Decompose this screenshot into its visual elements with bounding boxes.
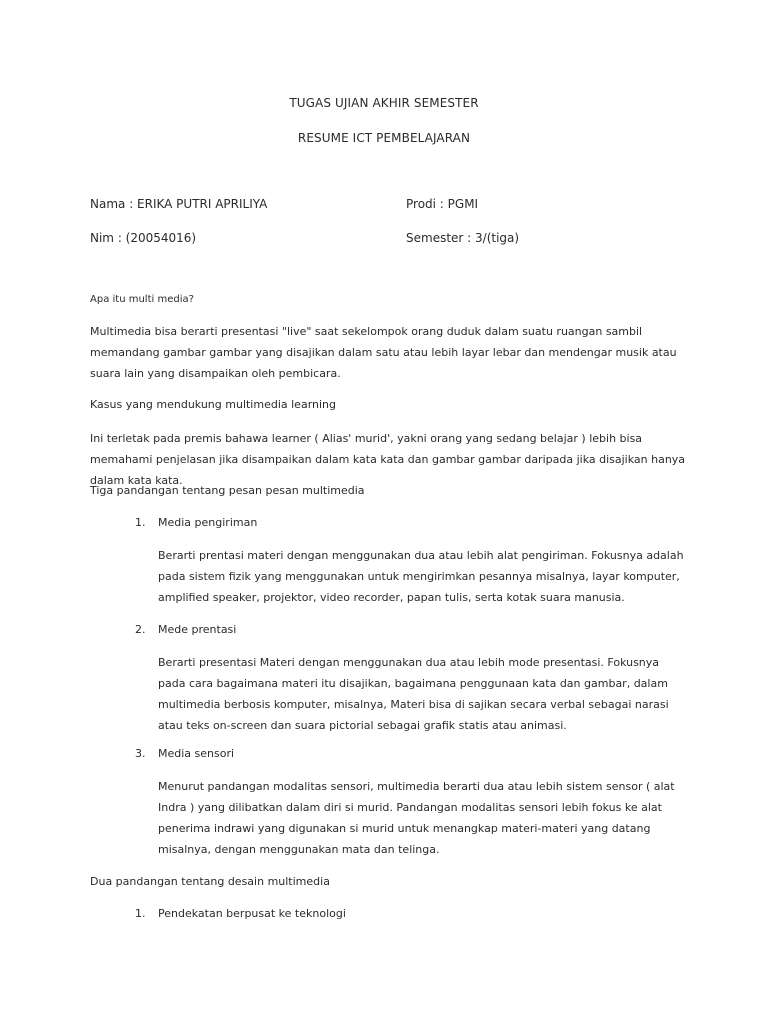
semester-field: Semester : 3/(tiga) (406, 231, 520, 245)
list-item-label: Pendekatan berpusat ke teknologi (158, 907, 346, 920)
list-item-text: Berarti prentasi materi dengan menggunakan dua atau lebih alat pengiriman. Fokusnya adalah pada sistem fizik yang menggunakan untuk mengirimkan pesannya misalnya, layar komputer, amplified speaker, projektor, video recorder, papan tulis, serta kotak suara manusia. (158, 549, 684, 604)
list-item-label: Media pengiriman (158, 516, 258, 529)
section-text-apa: Multimedia bisa berarti presentasi "live" saat sekelompok orang duduk dalam suatu ruangan sambil memandang gambar gambar yang disajikan dalam satu atau lebih layar lebar dan mendengar musik atau suara lain yang disampaikan oleh pembicara. (90, 325, 677, 380)
list-item-label: Mede prentasi (158, 623, 237, 636)
document-title: TUGAS UJIAN AKHIR SEMESTER (289, 96, 479, 110)
list-item-number: 1. (135, 907, 146, 920)
list-item-label: Media sensori (158, 747, 235, 760)
list-item-number: 3. (135, 747, 146, 760)
list-item-number: 2. (135, 623, 146, 636)
nim-field: Nim : (20054016) (90, 231, 197, 245)
nama-field: Nama : ERIKA PUTRI APRILIYA (90, 197, 268, 211)
list-item-text: Menurut pandangan modalitas sensori, multimedia berarti dua atau lebih sistem sensor ( alat Indra ) yang dilibatkan dalam diri si murid. Pandangan modalitas sensori lebih fokus ke alat penerima indrawi yang digunakan si murid untuk menangkap materi-materi yang datang misalnya, dengan menggunakan mata dan telinga. (158, 780, 675, 856)
section-heading-apa: Apa itu multi media? (90, 294, 194, 305)
section-text-kasus: Ini terletak pada premis bahawa learner ( Alias' murid', yakni orang yang sedang belajar ) lebih bisa memahami penjelasan jika disampaikan dalam kata kata dan gambar gambar daripada jika disajikan hanya dalam kata kata. (90, 432, 686, 487)
section-heading-tiga: Tiga pandangan tentang pesan pesan multimedia (90, 484, 365, 497)
section-heading-kasus: Kasus yang mendukung multimedia learning (90, 398, 337, 411)
prodi-field: Prodi : PGMI (406, 197, 479, 211)
list-item-number: 1. (135, 516, 146, 529)
section-heading-dua: Dua pandangan tentang desain multimedia (90, 875, 330, 888)
list-item-text: Berarti presentasi Materi dengan menggunakan dua atau lebih mode presentasi. Fokusnya pada cara bagaimana materi itu disajikan, bagaimana penggunaan kata dan gambar, dalam multimedia berbosis komputer, misalnya, Materi bisa di sajikan secara verbal sebagai narasi atau teks on-screen dan suara pictorial sebagai grafik statis atau animasi. (158, 656, 669, 732)
document-subtitle: RESUME ICT PEMBELAJARAN (297, 131, 471, 145)
